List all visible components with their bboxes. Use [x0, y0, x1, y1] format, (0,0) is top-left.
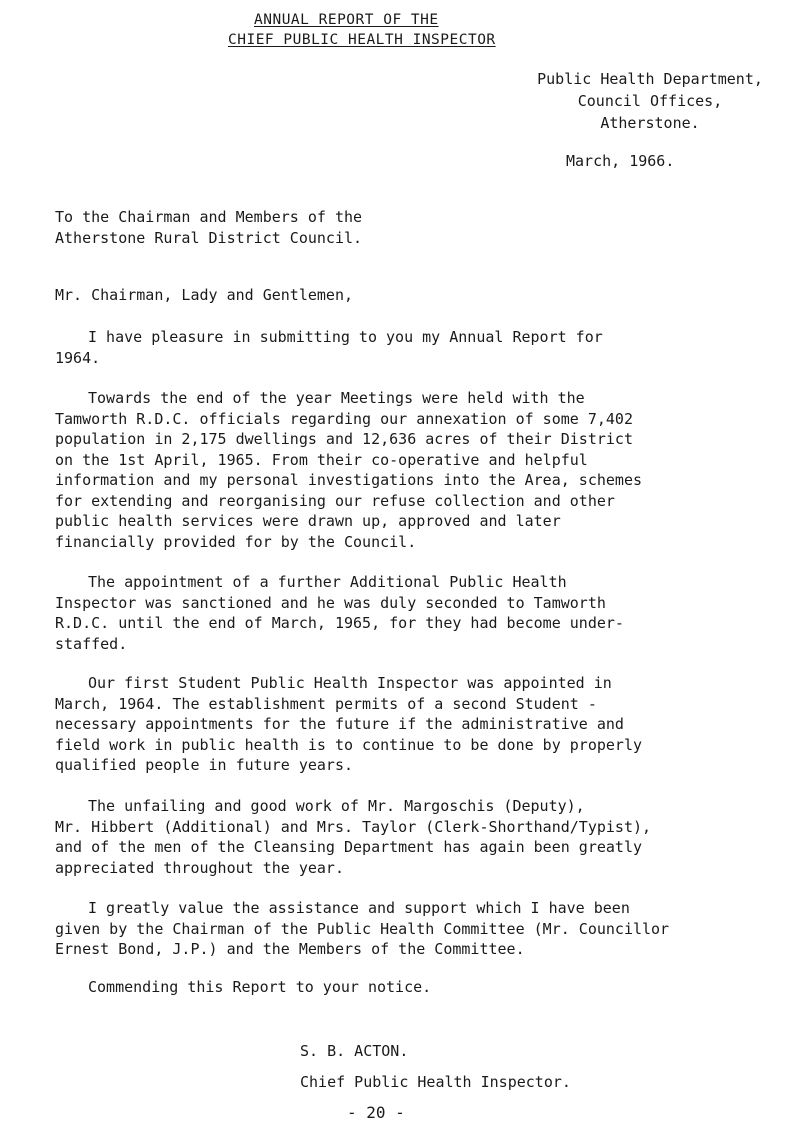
- paragraph-line: given by the Chairman of the Public Health Committee (Mr. Councillor: [55, 919, 670, 938]
- letter-date: March, 1966.: [566, 152, 675, 170]
- paragraph-line: information and my personal investigations into the Area, schemes: [55, 471, 642, 489]
- paragraph-line: I have pleasure in submitting to you my Annual Report for: [88, 328, 603, 346]
- signature-title: Chief Public Health Inspector.: [300, 1073, 571, 1091]
- paragraph-line: Mr. Hibbert (Additional) and Mrs. Taylor (Clerk-Shorthand/Typist),: [55, 817, 652, 836]
- paragraph-line: Towards the end of the year Meetings were held with the: [88, 389, 585, 407]
- paragraph-line: Tamworth R.D.C. officials regarding our annexation of some 7,402: [55, 409, 633, 428]
- paragraph-4: [55, 673, 795, 776]
- paragraph-line: for extending and reorganising our refuse collection and other: [55, 491, 615, 510]
- salutation: Mr. Chairman, Lady and Gentlemen,: [55, 286, 354, 304]
- paragraph-line: necessary appointments for the future if the administrative and: [55, 715, 624, 733]
- paragraph-line: March, 1964. The establishment permits of a second Student -: [55, 694, 597, 713]
- paragraph-line: on the 1st April, 1965. From their co-operative and helpful: [55, 450, 588, 469]
- paragraph-line: 1964.: [55, 348, 101, 367]
- paragraph-6: [55, 898, 795, 960]
- address-line3: Atherstone.: [600, 114, 700, 132]
- paragraph-line: and of the men of the Cleansing Department has again been greatly: [55, 838, 642, 856]
- recipient-line2: Atherstone Rural District Council.: [55, 229, 363, 247]
- paragraph-line: qualified people in future years.: [55, 756, 354, 774]
- paragraph-line: Inspector was sanctioned and he was duly seconded to Tamworth: [55, 593, 606, 612]
- paragraph-line: Commending this Report to your notice.: [88, 978, 432, 996]
- paragraph-line: population in 2,175 dwellings and 12,636 acres of their District: [55, 430, 633, 448]
- report-heading-line2: CHIEF PUBLIC HEALTH INSPECTOR: [228, 32, 496, 48]
- paragraph-line: Ernest Bond, J.P.) and the Members of the Committee.: [55, 940, 525, 958]
- recipient-line1: To the Chairman and Members of the: [55, 208, 363, 226]
- report-heading-line1: ANNUAL REPORT OF THE: [254, 12, 439, 28]
- address-line2: Council Offices,: [577, 92, 723, 110]
- paragraph-line: The unfailing and good work of Mr. Margoschis (Deputy),: [88, 797, 585, 815]
- paragraph-1: [55, 327, 795, 368]
- paragraph-line: I greatly value the assistance and support which I have been: [88, 899, 630, 917]
- paragraph-line: Our first Student Public Health Inspector was appointed in: [88, 674, 612, 692]
- paragraph-line: R.D.C. until the end of March, 1965, for they had become under-: [55, 614, 624, 632]
- page-number: - 20 -: [347, 1103, 405, 1122]
- paragraph-line: staffed.: [55, 634, 128, 653]
- paragraph-2: [55, 388, 795, 552]
- address-line1: Public Health Department,: [537, 70, 763, 88]
- paragraph-line: financially provided for by the Council.: [55, 532, 417, 551]
- paragraph-line: public health services were drawn up, approved and later: [55, 512, 561, 530]
- paragraph-5: [55, 796, 795, 878]
- paragraph-3: [55, 572, 795, 654]
- signature-name: S. B. ACTON.: [300, 1042, 409, 1060]
- paragraph-line: The appointment of a further Additional Public Health: [88, 573, 567, 591]
- paragraph-line: field work in public health is to continue to be done by properly: [55, 735, 642, 754]
- paragraph-line: appreciated throughout the year.: [55, 858, 344, 877]
- sender-address: [500, 68, 800, 134]
- paragraph-7: [55, 977, 795, 998]
